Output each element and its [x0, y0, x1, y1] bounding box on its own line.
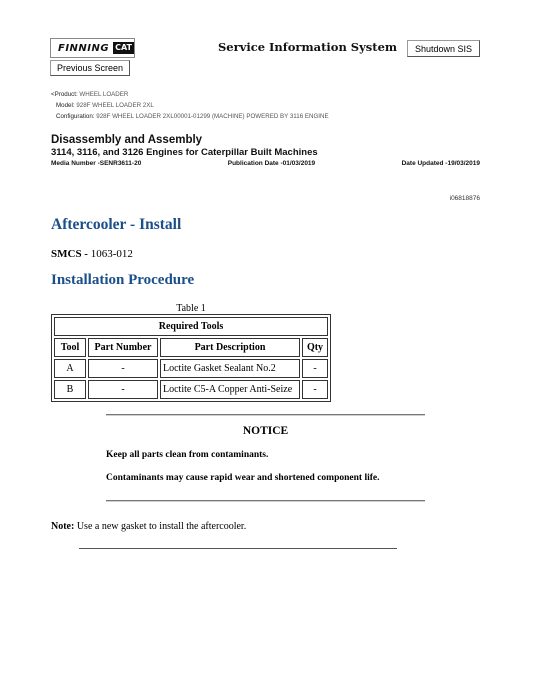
note: Note: Use a new gasket to install the aftercooler.: [51, 521, 247, 532]
table-row: [54, 359, 328, 378]
document-subtitle: 3114, 3116, and 3126 Engines for Caterpillar Built Machines: [51, 147, 318, 158]
footer-divider: [79, 548, 397, 549]
publication-date: Publication Date -01/03/2019: [227, 160, 316, 167]
table-cell: Loctite Gasket Sealant No.2: [160, 359, 300, 378]
table-cell: -: [88, 359, 158, 378]
column-header: Part Description: [160, 338, 300, 357]
document-info-row: [51, 160, 480, 167]
required-tools-table: [51, 314, 331, 402]
table-cell: -: [302, 359, 328, 378]
table-title: Required Tools: [54, 317, 328, 336]
configuration-line: Configuration: 928F WHEEL LOADER 2XL00001-01299 (MACHINE) POWERED BY 3116 ENGINE: [56, 113, 329, 120]
table-cell: Loctite C5-A Copper Anti-Seize: [160, 380, 300, 399]
table-cell: A: [54, 359, 86, 378]
notice-top-divider: [106, 414, 425, 416]
notice-line: Keep all parts clean from contaminants.: [106, 450, 269, 460]
smcs-code: SMCS - 1063-012: [51, 248, 133, 260]
table-caption: Table 1: [176, 303, 206, 314]
subsection-heading: Installation Procedure: [51, 272, 195, 288]
table-cell: -: [302, 380, 328, 399]
model-line: Model: 928F WHEEL LOADER 2XL: [56, 102, 154, 109]
notice-line: Contaminants may cause rapid wear and shortened component life.: [106, 473, 380, 483]
document-id: i06818876: [449, 195, 480, 202]
shutdown-sis-button[interactable]: Shutdown SIS: [407, 40, 480, 57]
product-line: <Product: WHEEL LOADER: [51, 91, 129, 98]
notice-title: NOTICE: [242, 425, 289, 437]
previous-screen-button[interactable]: Previous Screen: [50, 60, 130, 76]
table-header-row: [54, 338, 328, 357]
notice-bottom-divider: [106, 500, 425, 502]
section-heading: Aftercooler - Install: [51, 216, 182, 233]
table-row: [54, 380, 328, 399]
column-header: Qty: [302, 338, 328, 357]
media-number: Media Number -SENR3611-20: [51, 160, 142, 167]
column-header: Tool: [54, 338, 86, 357]
document-title: Disassembly and Assembly: [51, 134, 203, 146]
cat-logo-mark: CAT: [115, 43, 132, 52]
table-cell: -: [88, 380, 158, 399]
date-updated: Date Updated -19/03/2019: [401, 160, 480, 167]
finning-cat-logo: [50, 38, 135, 58]
back-arrow-icon[interactable]: <: [51, 91, 55, 98]
table-cell: B: [54, 380, 86, 399]
logo-wordmark: FINNING: [58, 42, 110, 54]
column-header: Part Number: [88, 338, 158, 357]
app-title: Service Information System: [218, 40, 398, 54]
